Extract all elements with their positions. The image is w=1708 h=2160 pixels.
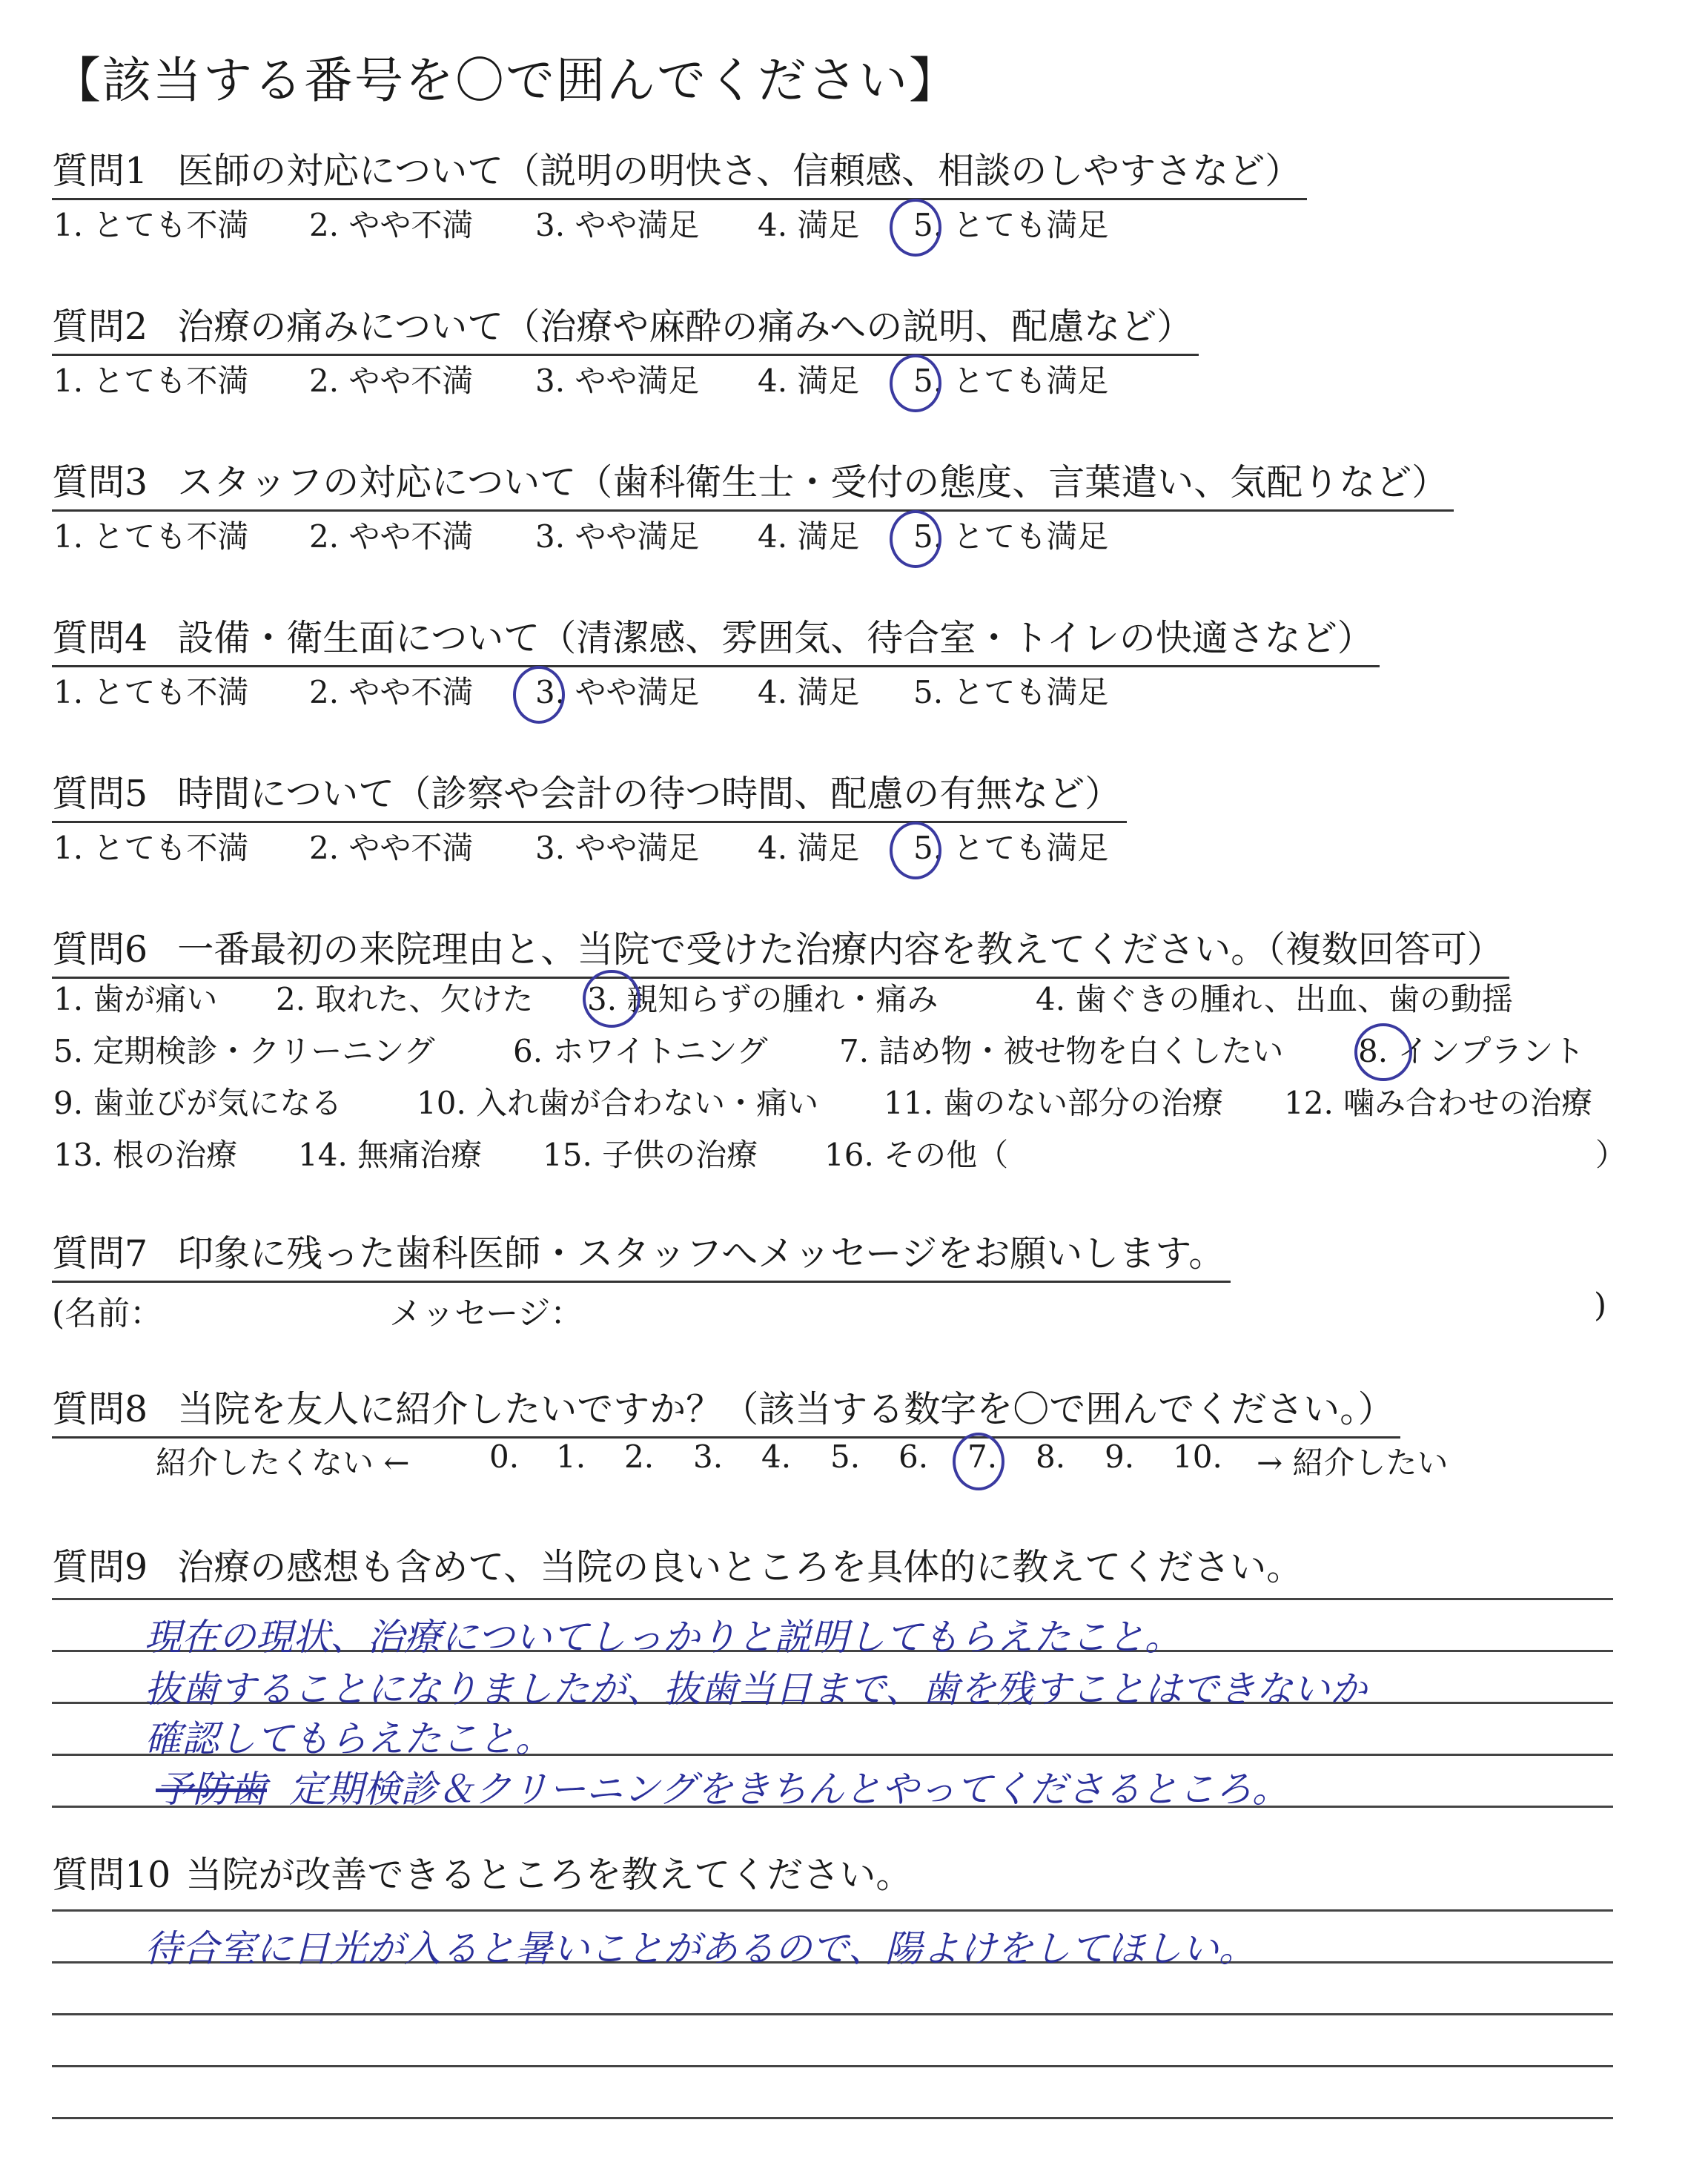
question-text: 時間について（診察や会計の待つ時間、配慮の有無など） [177, 773, 1122, 815]
q9-answer-line-3[interactable]: 確認してもらえたこと。 [145, 1717, 552, 1760]
q6-option-13[interactable]: 13. 根の治療 [53, 1137, 238, 1173]
option-3[interactable]: 3. やや満足 [535, 674, 700, 710]
scale-right-label: → 紹介したい [1257, 1444, 1449, 1481]
question-text: 当院が改善できるところを教えてください。 [185, 1854, 913, 1896]
scale-value-3[interactable]: 3. [693, 1439, 724, 1475]
question-number: 質問4 [52, 617, 148, 659]
message-field-label[interactable]: メッセージ： [389, 1295, 583, 1332]
q6-option-6[interactable]: 6. ホワイトニング [513, 1033, 768, 1069]
answer-rule [52, 2013, 1613, 2015]
option-1[interactable]: 1. とても不満 [53, 830, 249, 866]
question-9 [52, 1539, 1302, 1591]
scale-value-7[interactable]: 7. [967, 1439, 998, 1475]
option-1[interactable]: 1. とても不満 [53, 363, 249, 399]
q6-option-4[interactable]: 4. 歯ぐきの腫れ、出血、歯の動揺 [1036, 981, 1513, 1017]
q6-option-8[interactable]: 8. インプラント [1358, 1033, 1585, 1069]
question-text: 一番最初の来院理由と、当院で受けた治療内容を教えてください。（複数回答可） [177, 928, 1503, 971]
question-4 [52, 612, 1380, 667]
q6-option-10[interactable]: 10. 入れ歯が合わない・痛い [417, 1085, 819, 1121]
option-4[interactable]: 4. 満足 [758, 363, 860, 399]
scale-value-6[interactable]: 6. [898, 1439, 929, 1475]
q6-option-12[interactable]: 12. 噛み合わせの治療 [1284, 1085, 1593, 1121]
q6-option-16[interactable]: 16. その他（ [824, 1137, 1009, 1173]
option-4[interactable]: 4. 満足 [758, 207, 860, 243]
option-3[interactable]: 3. やや満足 [535, 518, 700, 555]
option-2[interactable]: 2. やや不満 [309, 830, 474, 866]
option-1[interactable]: 1. とても不満 [53, 207, 249, 243]
answer-rule [52, 2117, 1613, 2119]
option-2[interactable]: 2. やや不満 [309, 207, 474, 243]
q9-answer-line-4[interactable] [156, 1760, 1289, 1813]
option-4[interactable]: 4. 満足 [758, 830, 860, 866]
scale-value-8[interactable]: 8. [1036, 1439, 1066, 1475]
question-8 [52, 1383, 1400, 1439]
q6-option-5[interactable]: 5. 定期検診・クリーニング [53, 1033, 435, 1069]
scale-value-9[interactable]: 9. [1105, 1439, 1135, 1475]
option-3[interactable]: 3. やや満足 [535, 363, 700, 399]
option-2[interactable]: 2. やや不満 [309, 363, 474, 399]
q6-option-1[interactable]: 1. 歯が痛い [53, 981, 218, 1017]
question-number: 質問9 [52, 1546, 148, 1588]
option-5[interactable]: 5. とても満足 [913, 207, 1109, 243]
question-text: 医師の対応について（説明の明快さ、信頼感、相談のしやすさなど） [177, 150, 1302, 192]
option-2[interactable]: 2. やや不満 [309, 518, 474, 555]
option-5[interactable]: 5. とても満足 [913, 830, 1109, 866]
q6-option-9[interactable]: 9. 歯並びが気になる [53, 1085, 342, 1121]
scale-value-10[interactable]: 10. [1173, 1439, 1222, 1475]
option-2[interactable]: 2. やや不満 [309, 674, 474, 710]
struck-out-text: 予防歯 [156, 1768, 267, 1811]
answer-rule [52, 1909, 1613, 1912]
question-3 [52, 456, 1454, 512]
q6-option-7[interactable]: 7. 詰め物・被せ物を白くしたい [839, 1033, 1284, 1069]
question-1 [52, 145, 1307, 200]
question-text: 設備・衛生面について（清潔感、雰囲気、待合室・トイレの快適さなど） [177, 617, 1374, 659]
question-number: 質問6 [52, 928, 148, 971]
q9-answer-line-1[interactable]: 現在の現状、治療についてしっかりと説明してもらえたこと。 [145, 1616, 1182, 1659]
name-field-label[interactable]: (名前： [52, 1295, 163, 1332]
question-text: 治療の感想も含めて、当院の良いところを具体的に教えてください。 [177, 1546, 1303, 1588]
scale-value-0[interactable]: 0. [489, 1439, 520, 1475]
scale-value-5[interactable]: 5. [830, 1439, 861, 1475]
option-3[interactable]: 3. やや満足 [535, 830, 700, 866]
answer-rule [52, 1598, 1613, 1600]
scale-value-4[interactable]: 4. [761, 1439, 792, 1475]
scale-value-2[interactable]: 2. [624, 1439, 655, 1475]
question-number: 質問3 [52, 461, 148, 503]
q6-option-2[interactable]: 2. 取れた、欠けた [276, 981, 534, 1017]
q10-answer-line-1[interactable]: 待合室に日光が入ると暑いことがあるので、陽よけをしてほしい。 [145, 1927, 1256, 1970]
option-1[interactable]: 1. とても不満 [53, 518, 249, 555]
question-text: 治療の痛みについて（治療や麻酔の痛みへの説明、配慮など） [177, 305, 1194, 348]
option-3[interactable]: 3. やや満足 [535, 207, 700, 243]
q6-other-close-paren: ） [1595, 1137, 1627, 1173]
q9-answer-line-4-text: 定期検診＆クリーニングをきちんとやってくださるところ。 [289, 1768, 1289, 1811]
option-5[interactable]: 5. とても満足 [913, 518, 1109, 555]
question-number: 質問2 [52, 305, 148, 348]
question-6 [52, 923, 1509, 979]
option-5[interactable]: 5. とても満足 [913, 674, 1109, 710]
question-5 [52, 767, 1127, 823]
q6-option-14[interactable]: 14. 無痛治療 [298, 1137, 483, 1173]
q7-close-paren: ) [1594, 1287, 1607, 1324]
question-number: 質問5 [52, 773, 148, 815]
option-1[interactable]: 1. とても不満 [53, 674, 249, 710]
option-4[interactable]: 4. 満足 [758, 518, 860, 555]
form-title: 【該当する番号を〇で囲んでください】 [52, 52, 959, 109]
question-number: 質問1 [52, 150, 148, 192]
scale-left-label: 紹介したくない ← [156, 1444, 410, 1481]
option-5[interactable]: 5. とても満足 [913, 363, 1109, 399]
option-4[interactable]: 4. 満足 [758, 674, 860, 710]
answer-rule [52, 2065, 1613, 2067]
q6-option-11[interactable]: 11. 歯のない部分の治療 [884, 1085, 1224, 1121]
scale-value-1[interactable]: 1. [556, 1439, 586, 1475]
q9-answer-line-2[interactable]: 抜歯することになりましたが、抜歯当日まで、歯を残すことはできないか [145, 1668, 1367, 1711]
question-number: 質問10 [52, 1854, 171, 1896]
q6-option-15[interactable]: 15. 子供の治療 [543, 1137, 758, 1173]
question-text: スタッフの対応について（歯科衛生士・受付の態度、言葉遣い、気配りなど） [177, 461, 1449, 503]
question-number: 質問8 [52, 1388, 148, 1430]
question-text: 当院を友人に紹介したいですか？（該当する数字を〇で囲んでください。） [177, 1388, 1394, 1430]
question-7 [52, 1227, 1231, 1283]
question-number: 質問7 [52, 1232, 148, 1275]
question-10 [52, 1846, 912, 1898]
q6-option-3[interactable]: 3. 親知らずの腫れ・痛み [587, 981, 939, 1017]
question-2 [52, 300, 1199, 356]
question-text: 印象に残った歯科医師・スタッフへメッセージをお願いします。 [177, 1232, 1225, 1275]
